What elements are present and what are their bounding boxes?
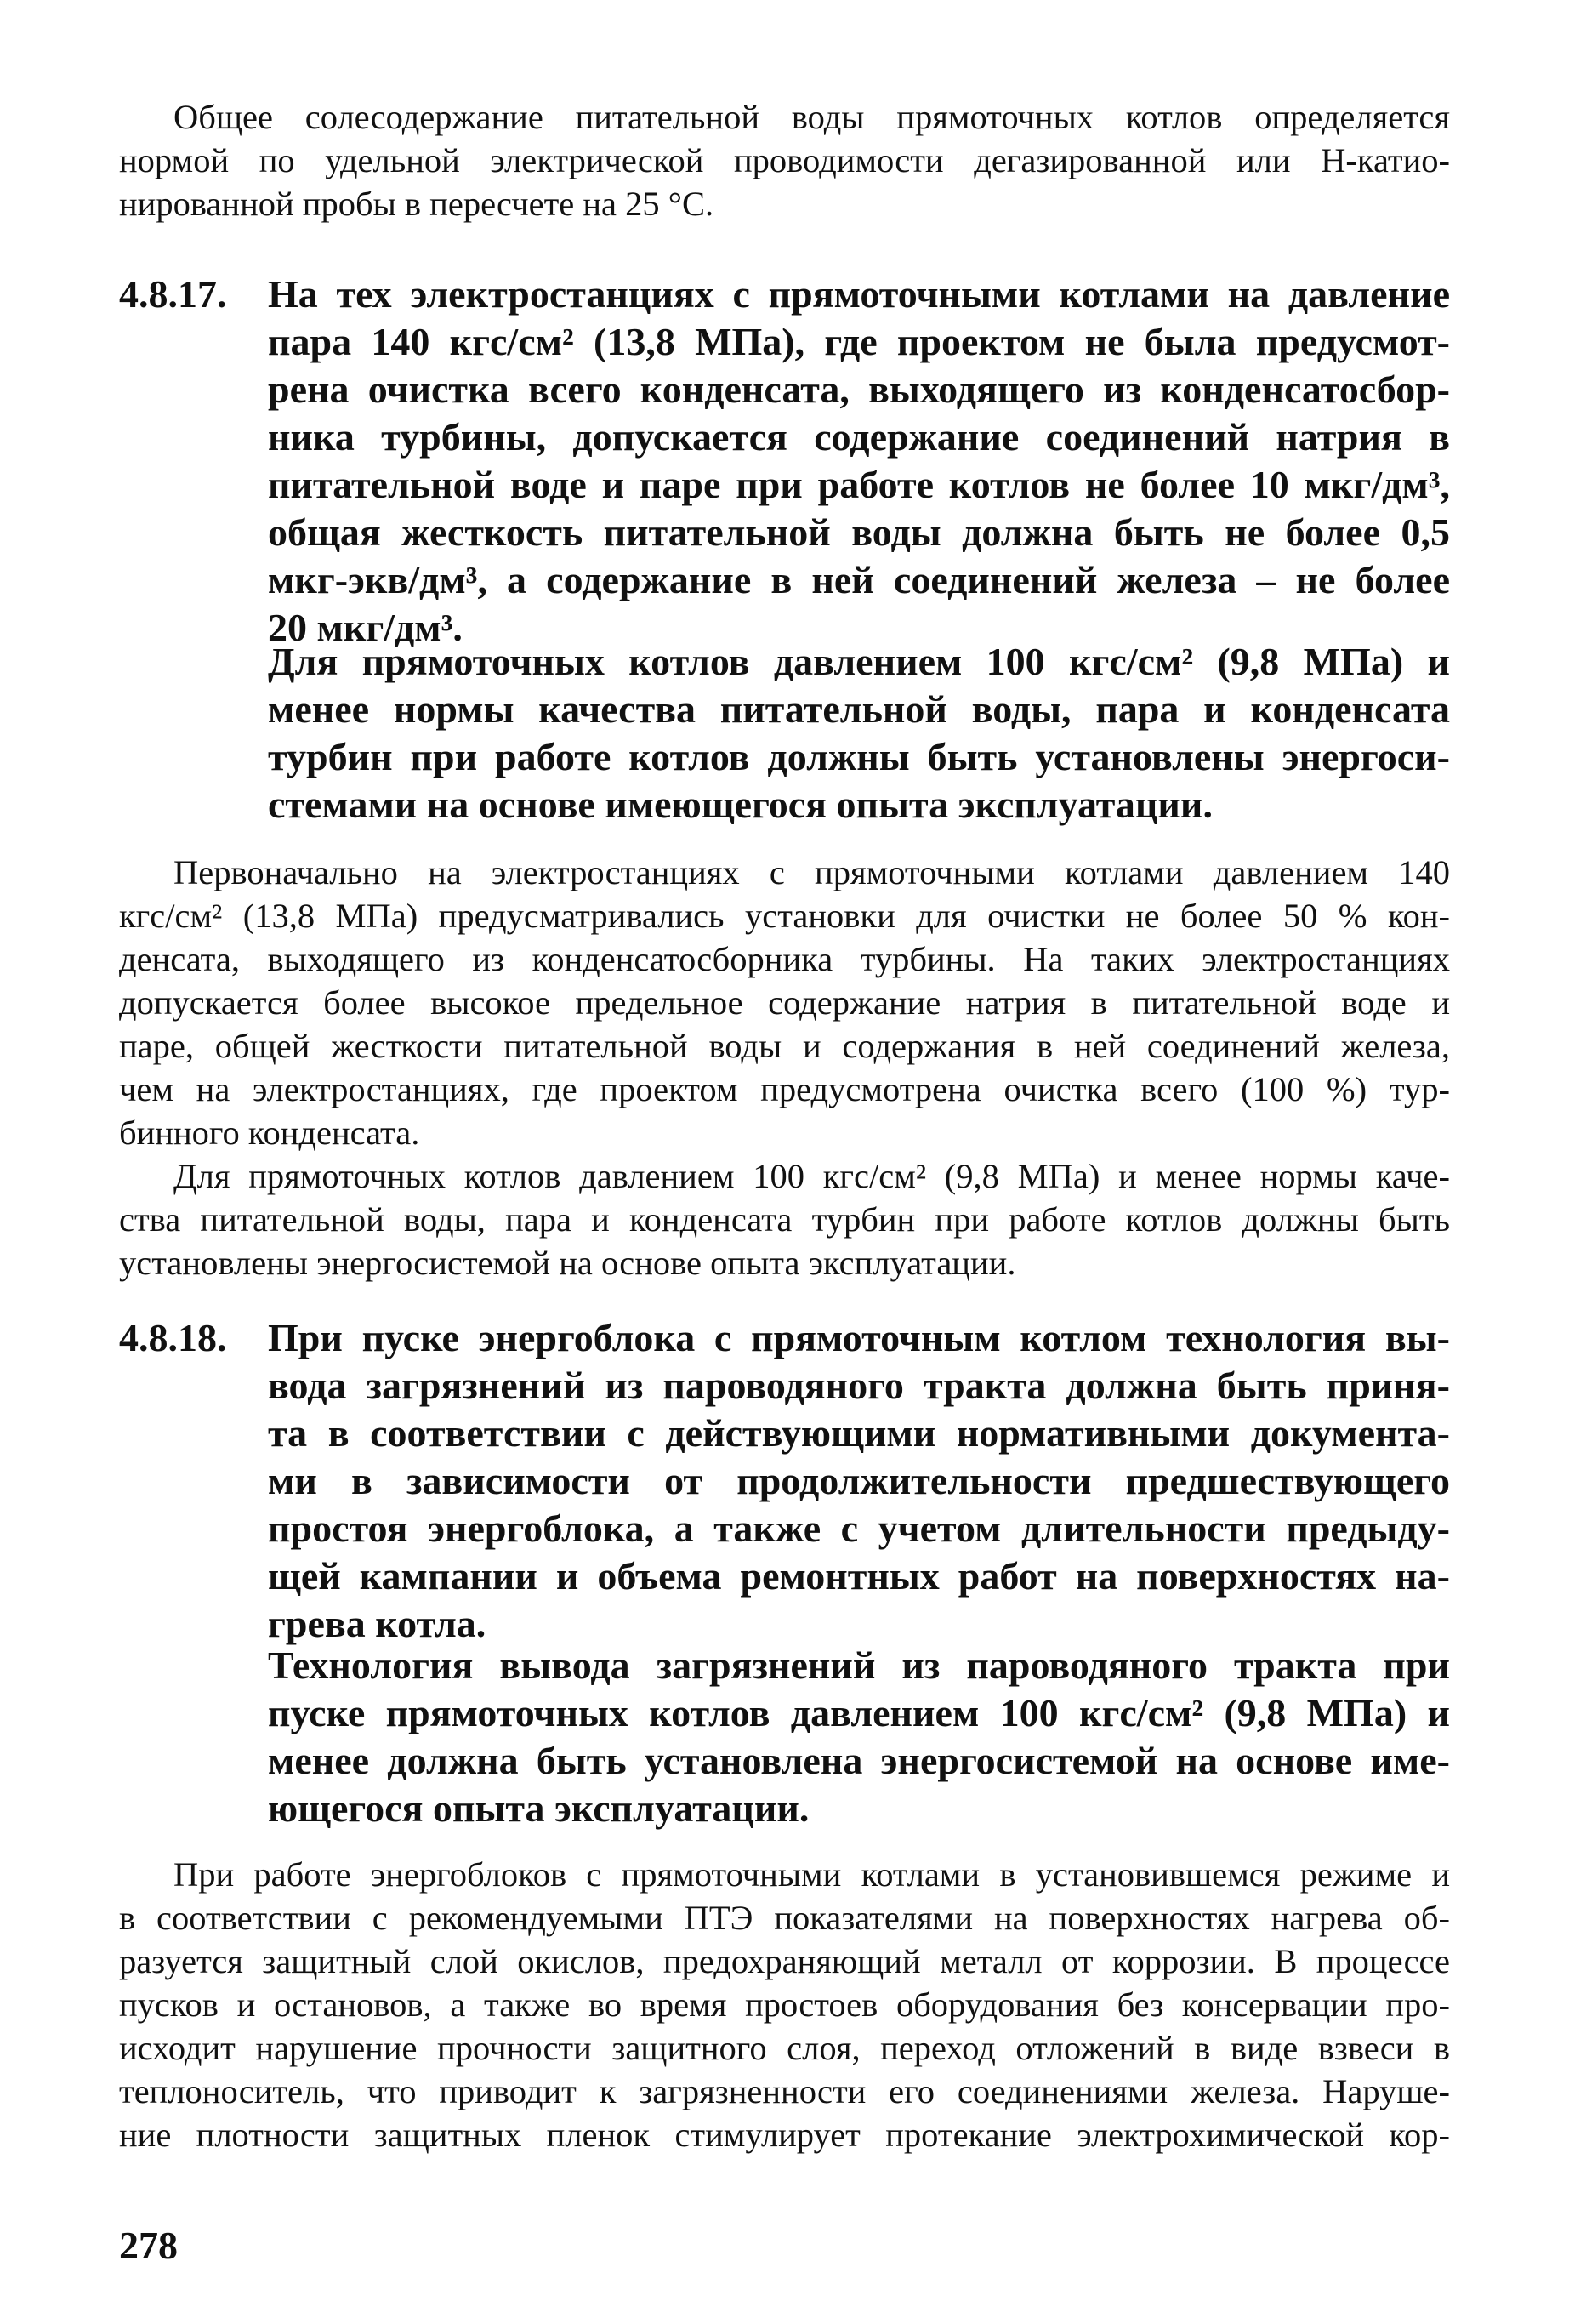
text-line: питательной воде и паре при работе котлов не более 10 мкг/дм³,: [268, 463, 1450, 506]
section-4-8-17-part-b: [119, 638, 1450, 834]
text-line: При пуске энергоблока с прямоточным котлом технология вы-: [268, 1316, 1450, 1359]
commentary-paragraph-2: [119, 1154, 1450, 1284]
text-line: пара 140 кгс/см² (13,8 МПа), где проектом не была предусмот-: [268, 320, 1450, 363]
section-4-8-18-part-b: [119, 1642, 1450, 1837]
text-line: пусков и остановов, а также во время простоев оборудования без консервации про-: [119, 1985, 1450, 2024]
text-line: в соответствии с рекомендуемыми ПТЭ показателями на поверхностях нагрева об-: [119, 1899, 1450, 1937]
text-line: ющегося опыта эксплуатации.: [268, 1786, 810, 1830]
text-line: рена очистка всего конденсата, выходящего из конденсатосбор-: [268, 367, 1450, 411]
text-line: 20 мкг/дм³.: [268, 606, 463, 649]
text-line: ства питательной воды, пара и конденсата турбин при работе котлов должны быть: [119, 1200, 1450, 1239]
section-text-a: [268, 1314, 1450, 1648]
text-line: ника турбины, допускается содержание соединений натрия в: [268, 415, 1450, 459]
text-line: пуске прямоточных котлов давлением 100 кгс/см² (9,8 МПа) и: [268, 1691, 1450, 1734]
section-text-b: [268, 638, 1450, 829]
section-text-a: [268, 271, 1450, 652]
text-line: стемами на основе имеющегося опыта эксплуатации.: [268, 783, 1213, 826]
text-line: менее должна быть установлена энергосистемой на основе име-: [268, 1739, 1450, 1782]
text-line: нированной пробы в пересчете на 25 °С.: [119, 185, 714, 223]
text-line: грева котла.: [268, 1602, 486, 1645]
text-line: та в соответствии с действующими нормативными документа-: [268, 1411, 1450, 1455]
text-line: нормой по удельной электрической проводимости дегазированной или Н-катио-: [119, 141, 1450, 179]
section-4-8-18: [119, 1314, 1450, 1672]
text-line: разуется защитный слой окислов, предохраняющий металл от коррозии. В процессе: [119, 1942, 1450, 1980]
text-line: При работе энергоблоков с прямоточными котлами в установившемся режиме и: [173, 1855, 1450, 1894]
section-text-b: [268, 1642, 1450, 1832]
text-line: теплоноситель, что приводит к загрязненности его соединениями железа. Наруше-: [119, 2072, 1450, 2110]
text-line: вода загрязнений из пароводяного тракта должна быть приня-: [268, 1364, 1450, 1407]
section-4-8-17: [119, 271, 1450, 679]
text-line: Для прямоточных котлов давлением 100 кгс/см² (9,8 МПа) и: [268, 640, 1450, 683]
text-line: бинного конденсата.: [119, 1114, 420, 1152]
text-line: исходит нарушение прочности защитного слоя, переход отложений в виде взвеси в: [119, 2029, 1450, 2067]
commentary-paragraph-3: [119, 1853, 1450, 2156]
text-line: денсата, выходящего из конденсатосборника турбины. На таких электростанциях: [119, 940, 1450, 978]
text-line: щей кампании и объема ремонтных работ на поверхностях на-: [268, 1554, 1450, 1598]
text-line: Общее солесодержание питательной воды прямоточных котлов определяется: [173, 98, 1450, 136]
text-line: ние плотности защитных пленок стимулирует протекание электрохимической кор-: [119, 2116, 1450, 2154]
commentary-paragraph-1: [119, 851, 1450, 1154]
text-line: Технология вывода загрязнений из пароводяного тракта при: [268, 1643, 1450, 1687]
intro-paragraph: [119, 95, 1450, 225]
section-number: 4.8.17.: [119, 272, 227, 316]
text-line: простоя энергоблока, а также с учетом длительности предыду-: [268, 1507, 1450, 1550]
text-line: общая жесткость питательной воды должна быть не более 0,5: [268, 510, 1450, 554]
section-number: 4.8.18.: [119, 1316, 227, 1359]
text-line: паре, общей жесткости питательной воды и содержания в ней соединений железа,: [119, 1027, 1450, 1065]
text-line: турбин при работе котлов должны быть установлены энергоси-: [268, 735, 1450, 778]
text-line: мкг-экв/дм³, а содержание в ней соединений железа – не более: [268, 558, 1450, 601]
text-line: На тех электростанциях с прямоточными котлами на давление: [268, 272, 1450, 316]
text-line: менее нормы качества питательной воды, пара и конденсата: [268, 687, 1450, 731]
text-line: Для прямоточных котлов давлением 100 кгс/см² (9,8 МПа) и менее нормы каче-: [173, 1157, 1450, 1195]
text-line: чем на электростанциях, где проектом предусмотрена очистка всего (100 %) тур-: [119, 1070, 1450, 1108]
text-line: ми в зависимости от продолжительности предшествующего: [268, 1459, 1450, 1502]
text-line: кгс/см² (13,8 МПа) предусматривались установки для очистки не более 50 % кон-: [119, 897, 1450, 935]
text-line: установлены энергосистемой на основе опыта эксплуатации.: [119, 1244, 1016, 1282]
page-number: 278: [119, 2224, 178, 2267]
text-line: допускается более высокое предельное содержание натрия в питательной воде и: [119, 983, 1450, 1022]
text-line: Первоначально на электростанциях с прямоточными котлами давлением 140: [173, 853, 1450, 891]
